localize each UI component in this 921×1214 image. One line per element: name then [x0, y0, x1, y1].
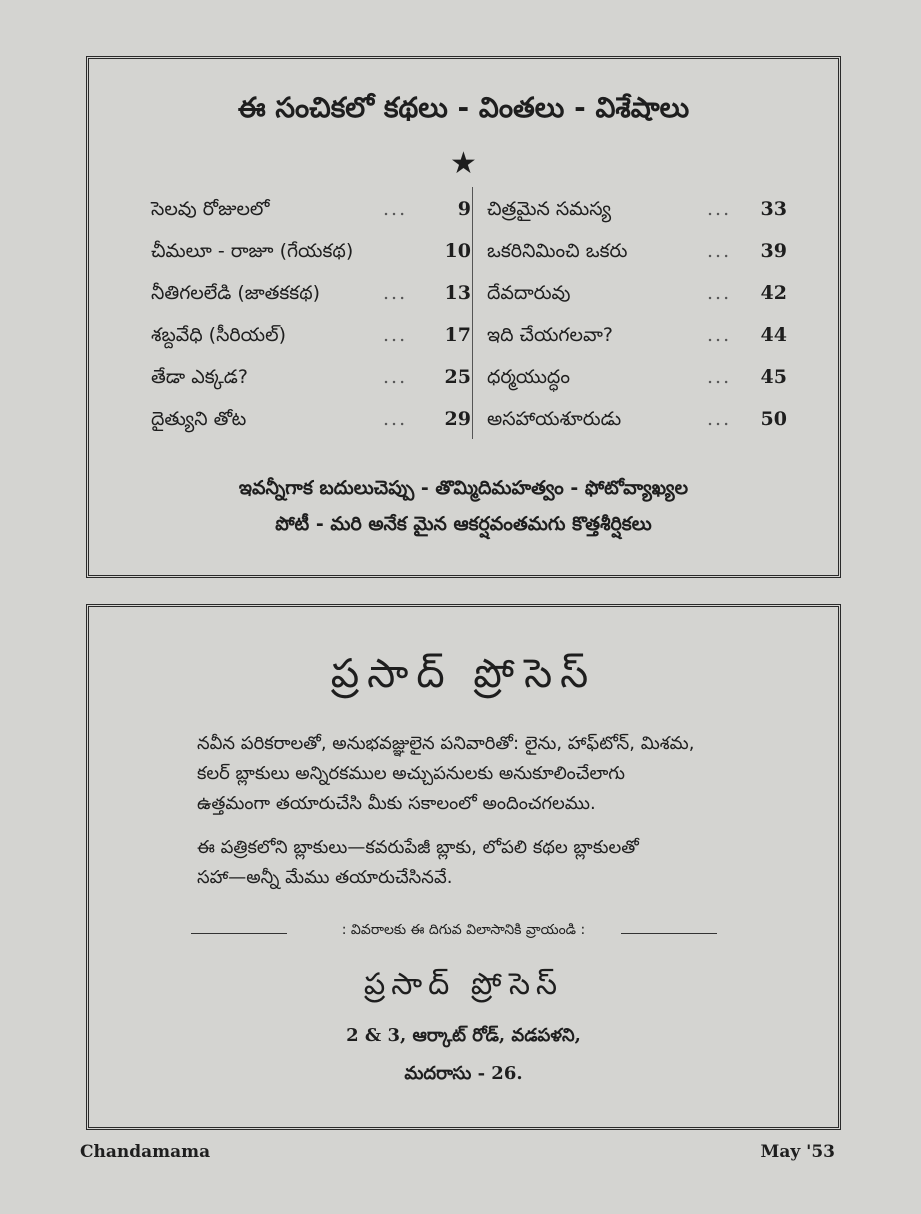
contents-note-line1: ఇవన్నీగాక బదులుచెప్పు - తొమ్మిదిమహత్వం - ఫోటోవ్యాఖ్యల	[238, 477, 689, 499]
footer-magazine-name: Chandamama	[80, 1142, 211, 1162]
footer-issue-date: May '53	[760, 1142, 835, 1162]
leader-dots: ...	[383, 198, 408, 220]
contents-item[interactable]	[151, 236, 471, 278]
contents-item[interactable]	[487, 362, 787, 404]
item-page: 33	[760, 198, 787, 220]
leader-dots: ...	[383, 324, 408, 346]
item-title: చీమలూ - రాజూ (గేయకథ)	[151, 240, 354, 262]
leader-dots: ...	[707, 324, 732, 346]
contents-item[interactable]	[487, 236, 787, 278]
item-title: ధర్మయుద్ధం	[487, 366, 570, 388]
contents-item[interactable]	[487, 404, 787, 446]
contents-box	[86, 56, 841, 578]
contents-item[interactable]	[487, 194, 787, 236]
item-title: సెలవు రోజులలో	[151, 198, 270, 220]
item-title: శబ్దవేధి (సీరియల్)	[151, 324, 286, 346]
star-icon: ★	[450, 146, 477, 181]
contents-item[interactable]	[151, 404, 471, 446]
contents-item[interactable]	[151, 320, 471, 362]
ad-para1-line1: నవీన పరికరాలతో, అనుభవజ్ఞులైన పనివారితో: లైను, హాఫ్‌టోన్, మిశమ,	[197, 733, 695, 754]
address-line-2: మదరాసు - 26.	[404, 1063, 523, 1084]
item-title: ఒకరినిమించి ఒకరు	[487, 240, 628, 262]
contents-item[interactable]	[151, 278, 471, 320]
leader-dots: ...	[383, 282, 408, 304]
leader-dots: ...	[707, 282, 732, 304]
contents-heading: ఈ సంచికలో కథలు - వింతలు - విశేషాలు	[237, 91, 690, 124]
contact-prompt: : వివరాలకు ఈ దిగువ విలాసానికి వ్రాయండి :	[341, 922, 586, 938]
contents-item[interactable]	[487, 278, 787, 320]
leader-dots: ...	[707, 240, 732, 262]
item-page: 44	[760, 324, 787, 346]
leader-dots: ...	[707, 198, 732, 220]
item-title: ఇది చేయగలవా?	[487, 324, 613, 346]
contents-left-column	[151, 194, 471, 446]
ad-para2-line2: సహా—అన్నీ మేము తయారుచేసినవే.	[197, 867, 453, 888]
item-page: 9	[457, 198, 471, 220]
item-page: 13	[444, 282, 471, 304]
contents-item[interactable]	[487, 320, 787, 362]
column-divider	[472, 187, 473, 439]
leader-dots: ...	[383, 366, 408, 388]
contents-item[interactable]	[151, 194, 471, 236]
item-title: తేడా ఎక్కడ?	[151, 366, 248, 388]
item-page: 50	[760, 408, 787, 430]
leader-dots: ...	[707, 366, 732, 388]
contents-note-line2: పోటీ - మరి అనేక మైన ఆకర్షవంతమగు కొత్తశీర్షికలు	[275, 513, 652, 535]
advertisement-box	[86, 604, 841, 1130]
address-line-1: 2 & 3, ఆర్కాట్ రోడ్, వడపళని,	[346, 1025, 581, 1046]
item-page: 10	[444, 240, 471, 262]
ad-paragraph-1	[197, 729, 757, 819]
item-title: దైత్యుని తోట	[151, 408, 247, 430]
item-page: 17	[444, 324, 471, 346]
item-page: 45	[760, 366, 787, 388]
ad-para1-line2: కలర్ బ్లాకులు అన్నిరకముల అచ్చుపనులకు అనుకూలించేలాగు	[197, 763, 626, 784]
ad-para2-line1: ఈ పత్రికలోని బ్లాకులు—కవరుపేజీ బ్లాకు, లోపలి కథల బ్లాకులతో	[197, 837, 639, 858]
ad-paragraph-2	[197, 833, 757, 893]
leader-dots: ...	[383, 408, 408, 430]
item-page: 39	[760, 240, 787, 262]
contents-item[interactable]	[151, 362, 471, 404]
item-title: నీతిగలలేడి (జాతకకథ)	[151, 282, 321, 304]
ad-para1-line3: ఉత్తమంగా తయారుచేసి మీకు సకాలంలో అందించగలము.	[197, 793, 596, 814]
item-page: 25	[444, 366, 471, 388]
item-page: 29	[444, 408, 471, 430]
item-title: చిత్రమైన సమస్య	[487, 198, 612, 220]
leader-dots: ...	[707, 408, 732, 430]
ad-title: ప్రసాద్ ప్రోసెస్	[330, 651, 597, 697]
contents-right-column	[487, 194, 787, 446]
ad-subtitle: ప్రసాద్ ప్రోసెస్	[363, 967, 564, 1002]
item-page: 42	[760, 282, 787, 304]
item-title: అసహాయశూరుడు	[487, 408, 622, 430]
item-title: దేవదారువు	[487, 282, 571, 304]
